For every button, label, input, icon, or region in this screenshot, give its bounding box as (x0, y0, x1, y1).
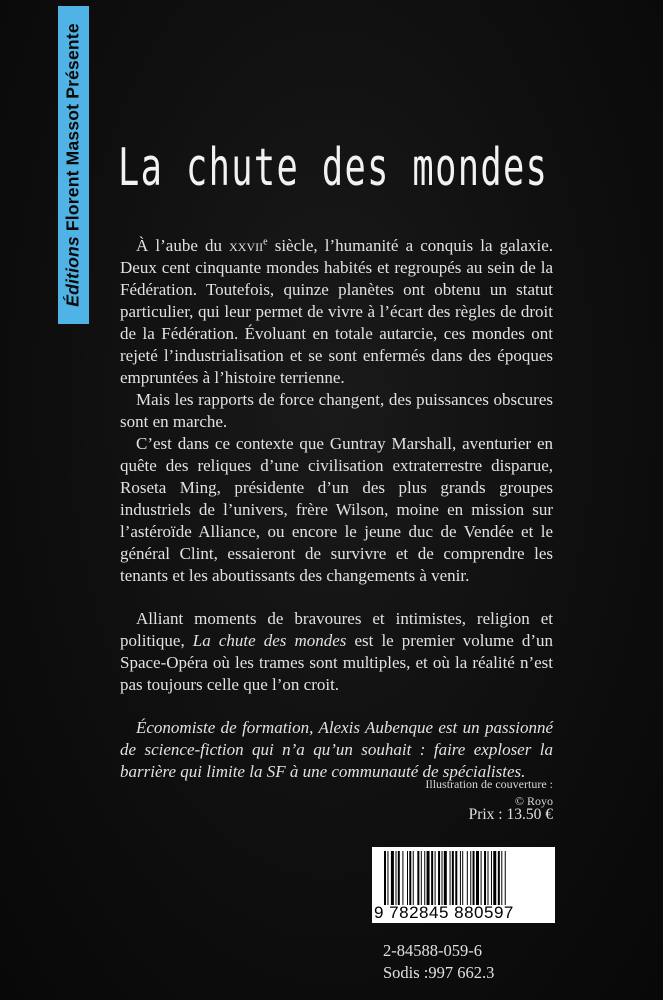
blurb (120, 235, 553, 783)
paragraph-2: Mais les rapports de force changent, des puissances obscures sont en marche. (120, 390, 553, 431)
barcode-bars (384, 851, 546, 905)
paragraph-1 (120, 235, 553, 389)
paragraph-1-rest: siècle, l’humanité a conquis la galaxie. Deux cent cinquante mondes habités et regroupés au sein de la Fédération. Toutefois, quinze planètes ont obtenu un statut particulier, qui leur permet de vivre à l’écart des règles de droit de la Fédération. Évoluant en totale autarcie, ces mondes ont rejeté l’industrialisation et se sont enfermés dans des époques empruntées à l’histoire terrienne. (120, 236, 553, 387)
price: Prix : 13.50 € (468, 806, 553, 823)
publisher-label-rest: Florent Massot Présente (62, 23, 83, 237)
book-title: La chute des mondes (118, 138, 549, 198)
century-superscript: e (263, 236, 268, 248)
isbn-block (383, 940, 494, 984)
paragraph-4-rest: est le premier volume d’un Space-Opéra où les trames sont multiples, et où la réalité n’est pas toujours celle que l’on croit. (120, 631, 553, 694)
barcode (372, 847, 555, 923)
illustration-credit (425, 776, 553, 810)
barcode-number: 9 782845 880597 (374, 903, 514, 922)
isbn-number: 2-84588-059-6 (383, 941, 482, 960)
paragraph-4-title: La chute des mondes (192, 631, 347, 650)
century-numeral: xxvii (229, 236, 264, 255)
author-bio: Économiste de formation, Alexis Aubenque est un passionné de science-fiction qui n’a qu’un souhait : faire exploser la barrière qui limite la SF à une communauté de spécialistes. (120, 718, 553, 781)
publisher-label-italic: Éditions (62, 236, 83, 307)
credit-line-2: © Royo (514, 794, 553, 808)
publisher-label (63, 23, 84, 307)
paragraph-4-start: Alliant moments de bravoures et intimistes, religion et politique, (120, 609, 553, 650)
sodis-number: Sodis :997 662.3 (383, 963, 495, 982)
paragraph-4 (120, 608, 553, 696)
credit-line-1: Illustration de couverture : (425, 777, 553, 791)
paragraph-3: C’est dans ce contexte que Guntray Marshall, aventurier en quête des reliques d’une civilisation extraterrestre disparue, Roseta Ming, présidente d’un des plus grands groupes industriels de l’univers, frère Wilson, moine en mission sur l’astéroïde Alliance, ou encore le jeune duc de Vendée et le général Clint, essaieront de survivre et de comprendre les tenants et les aboutissants des changements à venir. (120, 434, 553, 585)
paragraph-1-start: À l’aube du (136, 236, 230, 255)
